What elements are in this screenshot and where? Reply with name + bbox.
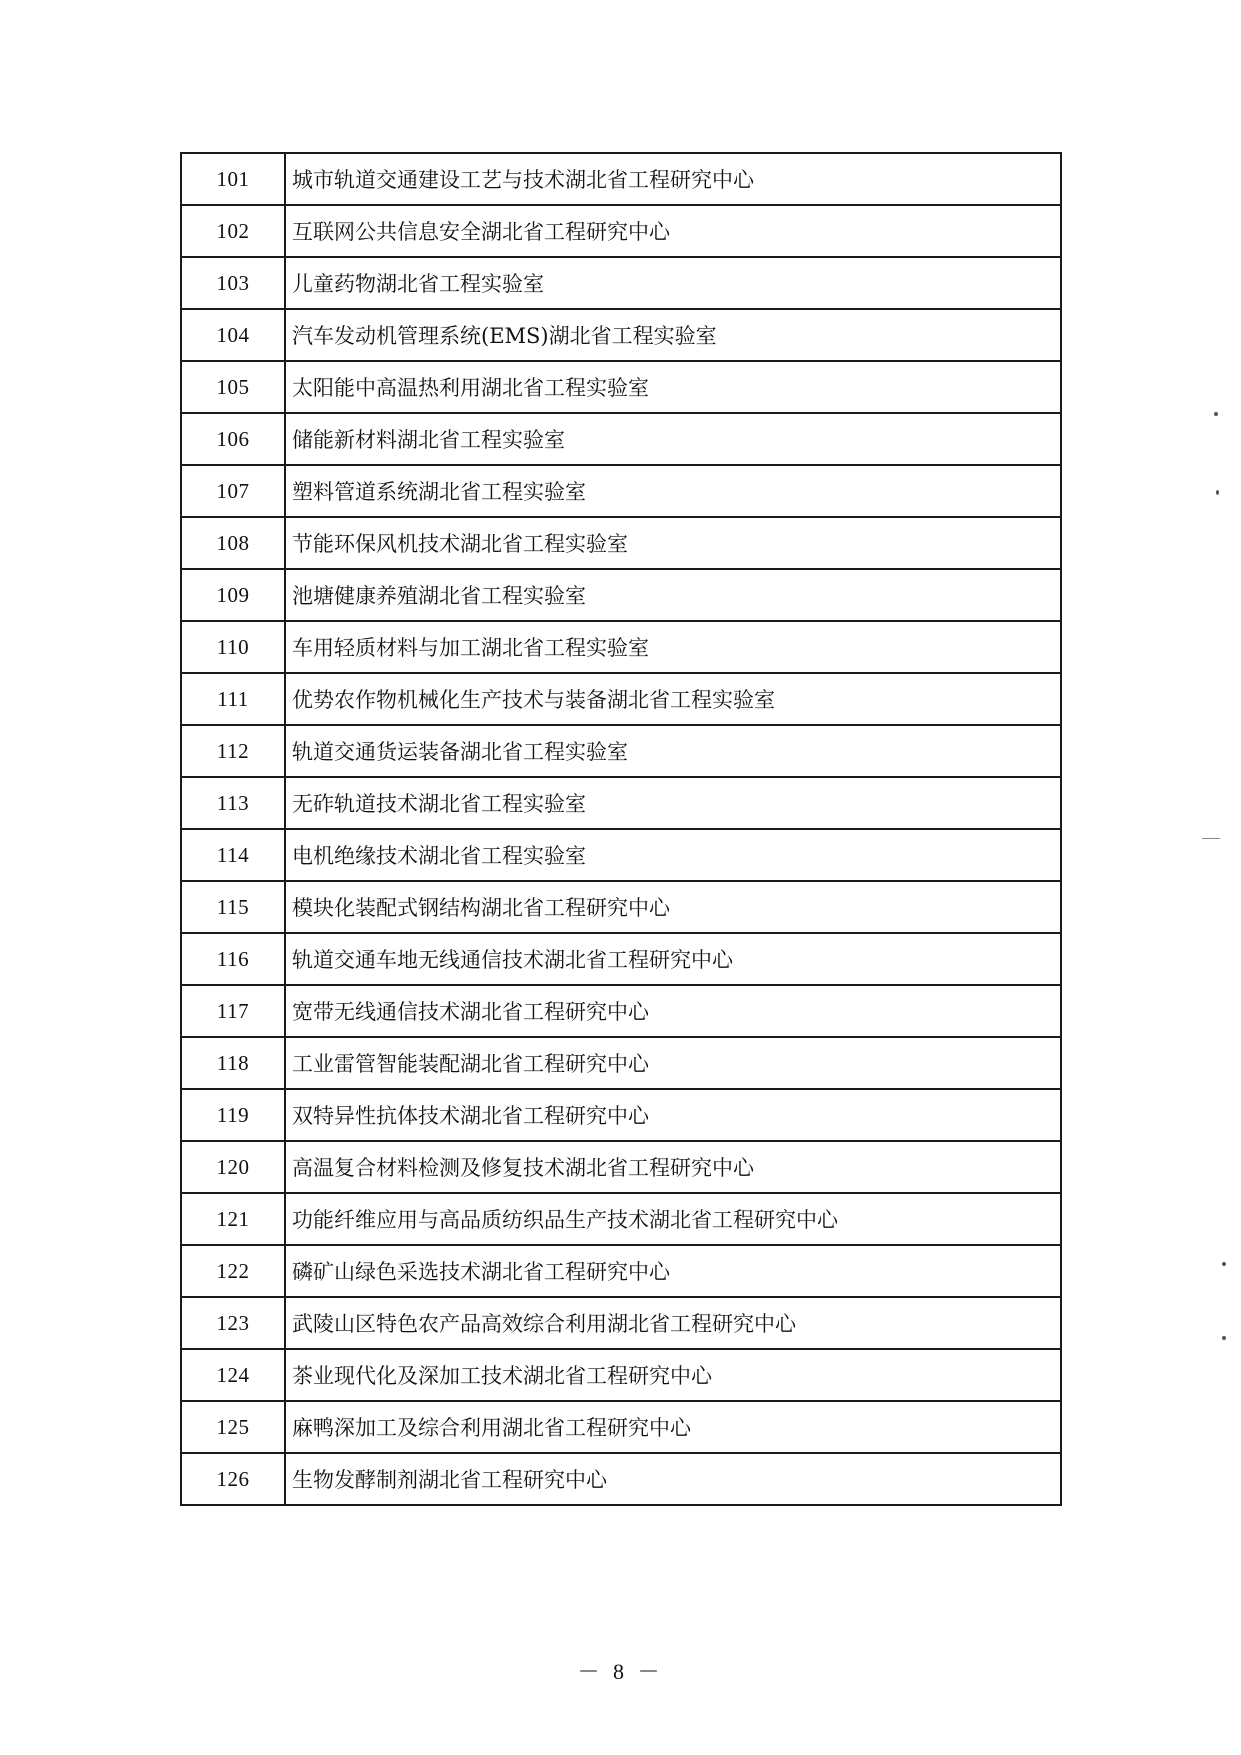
lab-name-cell: 互联网公共信息安全湖北省工程研究中心: [285, 205, 1061, 257]
table-row: [181, 1297, 1061, 1349]
table-row: [181, 465, 1061, 517]
lab-name-cell: 无砟轨道技术湖北省工程实验室: [285, 777, 1061, 829]
row-number-cell: 125: [181, 1401, 285, 1453]
row-number-cell: 112: [181, 725, 285, 777]
lab-name-cell: 宽带无线通信技术湖北省工程研究中心: [285, 985, 1061, 1037]
lab-name-cell: 高温复合材料检测及修复技术湖北省工程研究中心: [285, 1141, 1061, 1193]
table-row: [181, 153, 1061, 205]
lab-name-cell: 塑料管道系统湖北省工程实验室: [285, 465, 1061, 517]
table-row: [181, 257, 1061, 309]
row-number-cell: 107: [181, 465, 285, 517]
table-row: [181, 1245, 1061, 1297]
row-number-cell: 116: [181, 933, 285, 985]
row-number-cell: 120: [181, 1141, 285, 1193]
table-body: [181, 153, 1061, 1505]
row-number-cell: 106: [181, 413, 285, 465]
table-row: [181, 621, 1061, 673]
row-number-cell: 122: [181, 1245, 285, 1297]
row-number-cell: 104: [181, 309, 285, 361]
table-row: [181, 1141, 1061, 1193]
lab-name-cell: 茶业现代化及深加工技术湖北省工程研究中心: [285, 1349, 1061, 1401]
row-number-cell: 126: [181, 1453, 285, 1505]
scan-speck: [1216, 490, 1219, 495]
row-number-cell: 105: [181, 361, 285, 413]
table-row: [181, 725, 1061, 777]
lab-name-cell: 太阳能中高温热利用湖北省工程实验室: [285, 361, 1061, 413]
table-row: [181, 1453, 1061, 1505]
table-row: [181, 881, 1061, 933]
table-row: [181, 413, 1061, 465]
lab-name-cell: 汽车发动机管理系统(EMS)湖北省工程实验室: [285, 309, 1061, 361]
lab-name-cell: 功能纤维应用与高品质纺织品生产技术湖北省工程研究中心: [285, 1193, 1061, 1245]
row-number-cell: 115: [181, 881, 285, 933]
lab-name-cell: 优势农作物机械化生产技术与装备湖北省工程实验室: [285, 673, 1061, 725]
scan-speck: [1202, 838, 1220, 839]
row-number-cell: 114: [181, 829, 285, 881]
row-number-cell: 117: [181, 985, 285, 1037]
row-number-cell: 118: [181, 1037, 285, 1089]
table-row: [181, 361, 1061, 413]
row-number-cell: 123: [181, 1297, 285, 1349]
lab-name-cell: 麻鸭深加工及综合利用湖北省工程研究中心: [285, 1401, 1061, 1453]
table-row: [181, 1037, 1061, 1089]
table-row: [181, 309, 1061, 361]
row-number-cell: 111: [181, 673, 285, 725]
lab-name-cell: 模块化装配式钢结构湖北省工程研究中心: [285, 881, 1061, 933]
lab-list-table: [180, 152, 1062, 1506]
table-row: [181, 569, 1061, 621]
document-table-container: [180, 152, 1062, 1506]
row-number-cell: 101: [181, 153, 285, 205]
lab-name-cell: 节能环保风机技术湖北省工程实验室: [285, 517, 1061, 569]
table-row: [181, 517, 1061, 569]
table-row: [181, 933, 1061, 985]
table-row: [181, 1401, 1061, 1453]
table-row: [181, 673, 1061, 725]
row-number-cell: 102: [181, 205, 285, 257]
table-row: [181, 1349, 1061, 1401]
lab-name-cell: 轨道交通车地无线通信技术湖北省工程研究中心: [285, 933, 1061, 985]
table-row: [181, 205, 1061, 257]
table-row: [181, 777, 1061, 829]
lab-name-cell: 武陵山区特色农产品高效综合利用湖北省工程研究中心: [285, 1297, 1061, 1349]
lab-name-cell: 双特异性抗体技术湖北省工程研究中心: [285, 1089, 1061, 1141]
lab-name-cell: 儿童药物湖北省工程实验室: [285, 257, 1061, 309]
lab-name-cell: 城市轨道交通建设工艺与技术湖北省工程研究中心: [285, 153, 1061, 205]
lab-name-cell: 电机绝缘技术湖北省工程实验室: [285, 829, 1061, 881]
table-row: [181, 1089, 1061, 1141]
scan-speck: [1222, 1262, 1226, 1266]
row-number-cell: 124: [181, 1349, 285, 1401]
row-number-cell: 103: [181, 257, 285, 309]
table-row: [181, 829, 1061, 881]
row-number-cell: 109: [181, 569, 285, 621]
lab-name-cell: 生物发酵制剂湖北省工程研究中心: [285, 1453, 1061, 1505]
lab-name-cell: 池塘健康养殖湖北省工程实验室: [285, 569, 1061, 621]
page-number: － 8 －: [577, 1659, 664, 1684]
row-number-cell: 110: [181, 621, 285, 673]
lab-name-cell: 工业雷管智能装配湖北省工程研究中心: [285, 1037, 1061, 1089]
lab-name-cell: 磷矿山绿色采选技术湖北省工程研究中心: [285, 1245, 1061, 1297]
row-number-cell: 108: [181, 517, 285, 569]
lab-name-cell: 轨道交通货运装备湖北省工程实验室: [285, 725, 1061, 777]
scan-speck: [1214, 412, 1218, 416]
scan-speck: [1222, 1336, 1226, 1340]
table-row: [181, 1193, 1061, 1245]
row-number-cell: 121: [181, 1193, 285, 1245]
row-number-cell: 119: [181, 1089, 285, 1141]
row-number-cell: 113: [181, 777, 285, 829]
table-row: [181, 985, 1061, 1037]
lab-name-cell: 车用轻质材料与加工湖北省工程实验室: [285, 621, 1061, 673]
lab-name-cell: 储能新材料湖北省工程实验室: [285, 413, 1061, 465]
